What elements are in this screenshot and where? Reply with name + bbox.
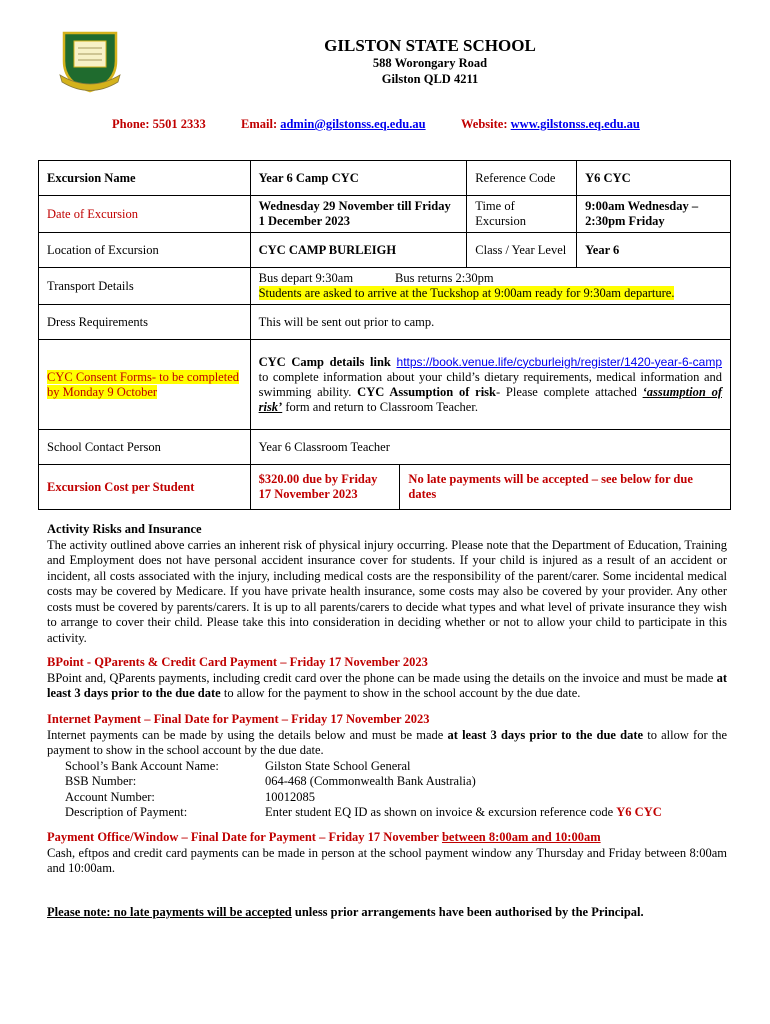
office-heading: Payment Office/Window – Final Date for Payment – Friday 17 November between 8:00am and 10:00am (47, 830, 601, 844)
time-value: 9:00am Wednesday – 2:30pm Friday (577, 196, 731, 233)
footer-note-underlined: Please note: no late payments will be accepted (47, 905, 292, 919)
table-row (39, 465, 731, 510)
consent-text-1: to complete information about your child’s dietary requirements, medical information and swimming ability. (258, 369, 722, 399)
transport-note: Students are asked to arrive at the Tuckshop at 9:00am ready for 9:30am departure. (258, 286, 675, 300)
table-row (39, 161, 731, 196)
transport-label: Transport Details (39, 268, 251, 305)
table-row (39, 268, 731, 305)
website-link[interactable]: www.gilstonss.eq.edu.au (510, 117, 640, 131)
excursion-details-table (38, 160, 731, 510)
consent-value (250, 340, 730, 430)
risks-heading: Activity Risks and Insurance (47, 522, 202, 536)
cost-value: $320.00 due by Friday 17 November 2023 (250, 465, 400, 510)
consent-text-2: - Please complete attached (496, 384, 637, 399)
cost-label: Excursion Cost per Student (39, 465, 251, 510)
account-name-label: School’s Bank Account Name: (65, 758, 219, 773)
consent-label-cell (39, 340, 251, 430)
contact-value: Year 6 Classroom Teacher (250, 430, 730, 465)
internet-section (47, 712, 727, 821)
date-value: Wednesday 29 November till Friday 1 December 2023 (250, 196, 467, 233)
consent-link-label: CYC Camp details link (258, 354, 391, 369)
email-link[interactable]: admin@gilstonss.eq.edu.au (280, 117, 426, 131)
description-value: Enter student EQ ID as shown on invoice & excursion reference code Y6 CYC (265, 805, 662, 819)
assumption-form-name: ‘assumption of risk’ (258, 384, 722, 414)
location-label: Location of Excursion (39, 233, 251, 268)
excursion-name-value: Year 6 Camp CYC (250, 161, 467, 196)
bus-depart: Bus depart 9:30am (258, 271, 354, 285)
account-number-label: Account Number: (65, 789, 155, 804)
excursion-name-label: Excursion Name (39, 161, 251, 196)
address-line-2: Gilston QLD 4211 (381, 72, 479, 86)
table-row (39, 305, 731, 340)
dress-label: Dress Requirements (39, 305, 251, 340)
internet-body: Internet payments can be made by using the details below and must be made at least 3 days prior to the due date to allow for the payment to show in the school account by the due date. (47, 727, 728, 757)
account-name: Gilston State School General (265, 758, 411, 773)
phone-contact: Phone: 5501 2333 (112, 117, 206, 131)
class-label: Class / Year Level (467, 233, 577, 268)
footer-note (47, 905, 727, 921)
reference-code-value: Y6 CYC (577, 161, 731, 196)
date-label: Date of Excursion (39, 196, 251, 233)
risks-body: The activity outlined above carries an inherent risk of physical injury occurring. Please note that the Department of Education, Training and Employment does not have personal accident insurance cover for students. If your child is injured as a result of an accident or incident, all costs associated with the injury, including medical costs are the responsibility of the parent/carer. Some incidental medical costs may be covered by Medicare. If you have private health insurance, some costs may also be covered by your provider. Any other costs must be covered by parents/carers. It is up to all parents/carers to decide what types and what level of private insurance they wish to arrange to cover their child. Please take this into consideration in deciding whether or not to allow your child to participate in this activity. (47, 537, 727, 645)
bpoint-section (47, 655, 727, 702)
office-body: Cash, eftpos and credit card payments can be made in person at the school payment window any Thursday and Friday between 8:00am and 10:00am. (47, 845, 727, 875)
table-row (39, 196, 731, 233)
school-name: GILSTON STATE SCHOOL (324, 36, 536, 55)
bpoint-body: BPoint and, QParents payments, including credit card over the phone can be made using the details on the invoice and must be made at least 3 days prior to the due date to allow for the payment to show in the school account by the due date. (47, 670, 728, 700)
address-line-1: 588 Worongary Road (372, 56, 488, 70)
bsb-number: 064-468 (Commonwealth Bank Australia) (265, 774, 476, 788)
location-value: CYC CAMP BURLEIGH (250, 233, 467, 268)
website-contact: Website: www.gilstonss.eq.edu.au (461, 117, 640, 131)
bank-details (47, 759, 727, 821)
table-row (39, 340, 731, 430)
consent-assumption-label: CYC Assumption of risk (357, 384, 496, 399)
table-row (39, 233, 731, 268)
bsb-label: BSB Number: (65, 774, 137, 788)
bus-returns: Bus returns 2:30pm (395, 271, 494, 285)
consent-label: CYC Consent Forms- to be completed by Monday 9 October (47, 369, 239, 399)
cost-note: No late payments will be accepted – see below for due dates (400, 465, 731, 510)
description-label: Description of Payment: (65, 805, 188, 819)
transport-value (250, 268, 730, 305)
class-value: Year 6 (577, 233, 731, 268)
bpoint-heading: BPoint - QParents & Credit Card Payment – Friday 17 November 2023 (47, 655, 428, 669)
consent-link[interactable]: https://book.venue.life/cycburleigh/register/1420-year-6-camp (396, 354, 723, 369)
time-label: Time of Excursion (467, 196, 577, 233)
footer-note-rest: unless prior arrangements have been authorised by the Principal. (294, 905, 644, 919)
account-number: 10012085 (265, 789, 315, 804)
dress-value: This will be sent out prior to camp. (250, 305, 730, 340)
consent-text-3: form and return to Classroom Teacher. (285, 399, 478, 414)
reference-code-label: Reference Code (467, 161, 577, 196)
email-contact: Email: admin@gilstonss.eq.edu.au (241, 117, 426, 131)
contact-label: School Contact Person (39, 430, 251, 465)
table-row (39, 430, 731, 465)
internet-heading: Internet Payment – Final Date for Payment – Friday 17 November 2023 (47, 712, 430, 726)
office-section (47, 830, 727, 877)
risks-section (47, 522, 727, 646)
